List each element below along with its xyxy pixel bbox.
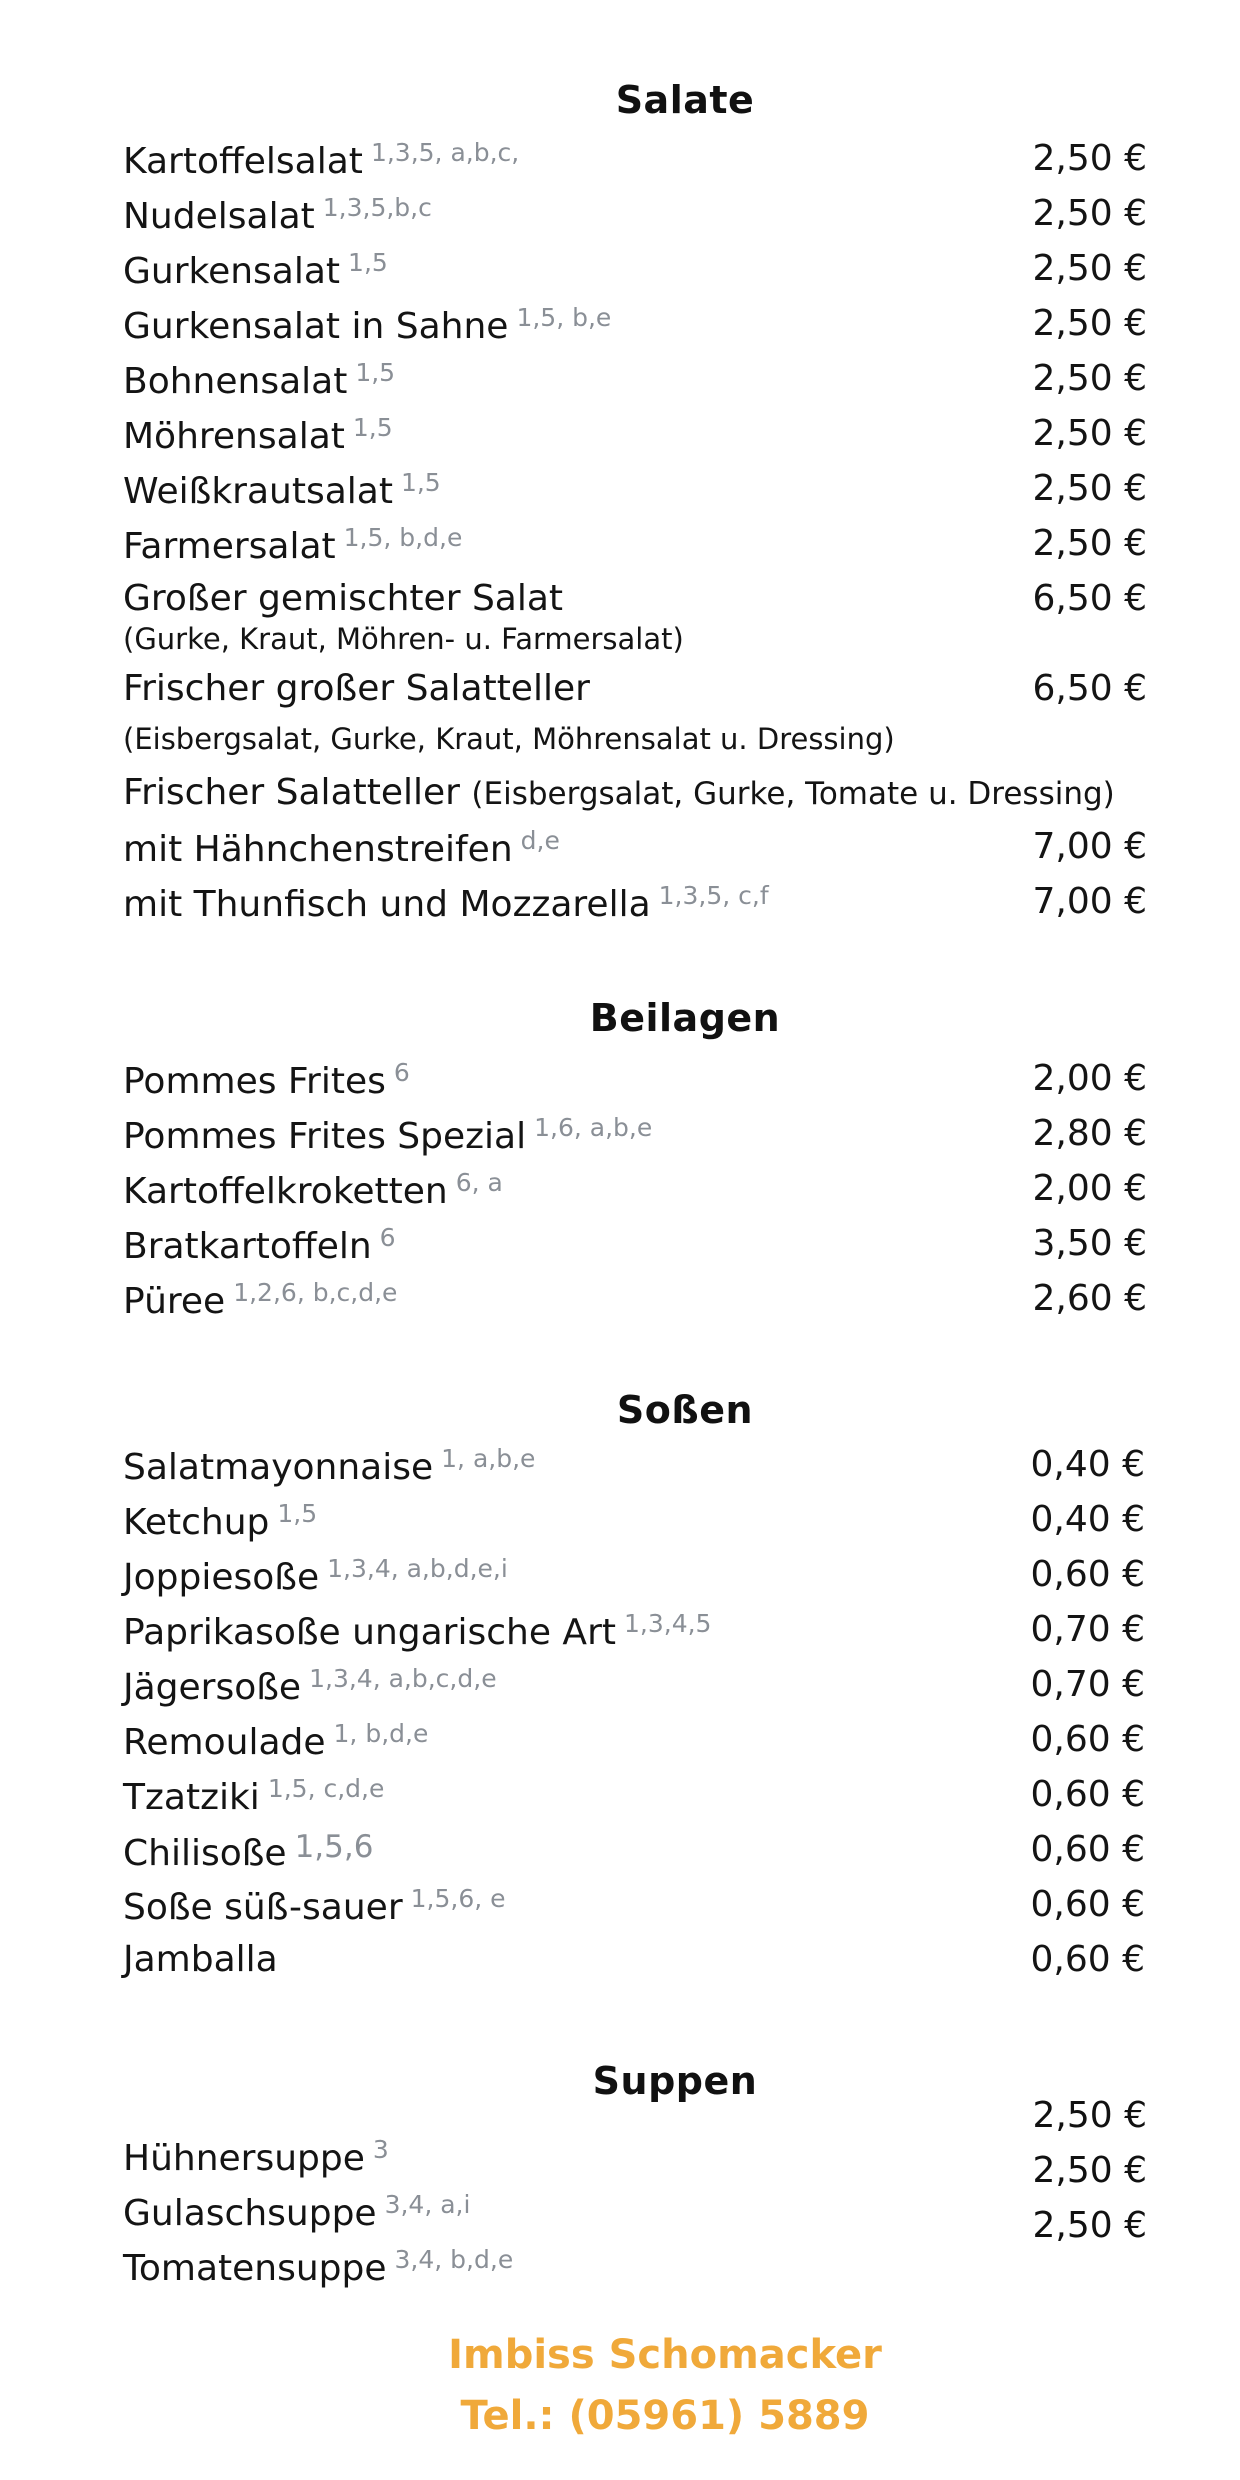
item-name: Soße süß-sauer $^{1,5,6, e}$ bbox=[123, 1884, 506, 1928]
item-name: Joppiesoße $^{1,3,4, a,b,d,e,i}$ bbox=[123, 1554, 508, 1598]
item-name: Kartoffelsalat $^{1,3,5, a,b,c,}$ bbox=[123, 138, 520, 182]
item-allergens: 1,5, b,e bbox=[516, 303, 612, 332]
item-name: Bohnensalat $^{1,5}$ bbox=[123, 358, 396, 402]
item-allergens: 3,4, b,d,e bbox=[394, 2245, 514, 2274]
item-name: mit Thunfisch und Mozzarella $^{1,3,5, c,f}$ bbox=[123, 881, 769, 925]
menu-item bbox=[123, 303, 1147, 353]
item-name: Möhrensalat $^{1,5}$ bbox=[123, 413, 393, 457]
item-name: Frischer großer Salatteller bbox=[123, 668, 590, 709]
menu-item bbox=[123, 413, 1147, 463]
item-allergens: 3 bbox=[372, 2135, 389, 2164]
item-allergens: 1,5,6, e bbox=[410, 1884, 506, 1913]
item-allergens: 1,5 bbox=[277, 1499, 318, 1528]
item-price: 0,40 € bbox=[1030, 1444, 1145, 1485]
item-name: Remoulade $^{1, b,d,e}$ bbox=[123, 1719, 429, 1763]
item-price: 0,40 € bbox=[1030, 1499, 1145, 1540]
item-name: Salatmayonnaise $^{1, a,b,e}$ bbox=[123, 1444, 536, 1488]
section-title-sossen: Soßen bbox=[616, 1388, 754, 1432]
item-price: 0,70 € bbox=[1030, 1664, 1145, 1705]
item-name: Bratkartoffeln $^6$ bbox=[123, 1223, 396, 1267]
item-price: 2,00 € bbox=[1032, 1168, 1147, 1209]
item-allergens: 1,3,5, c,f bbox=[658, 881, 769, 910]
menu-item bbox=[123, 1719, 1145, 1769]
menu-item bbox=[123, 1058, 1147, 1108]
item-price: 2,50 € bbox=[1032, 193, 1147, 234]
item-description: (Gurke, Kraut, Möhren- u. Farmersalat) bbox=[123, 622, 684, 656]
item-allergens: 1,5 bbox=[400, 468, 441, 497]
menu-item bbox=[123, 1444, 1145, 1494]
item-allergens: d,e bbox=[520, 826, 560, 855]
section-title-beilagen: Beilagen bbox=[589, 996, 781, 1040]
menu-item bbox=[123, 1168, 1147, 1218]
menu-item bbox=[123, 2190, 1147, 2240]
item-price: 2,60 € bbox=[1032, 1278, 1147, 1319]
item-price: 2,50 € bbox=[1032, 2205, 1147, 2246]
item-price: 2,00 € bbox=[1032, 1058, 1147, 1099]
section-title-suppen: Suppen bbox=[592, 2059, 758, 2103]
menu-item bbox=[123, 1939, 1145, 1989]
item-name: Nudelsalat $^{1,3,5,b,c}$ bbox=[123, 193, 432, 237]
item-allergens: 1,5, c,d,e bbox=[267, 1774, 385, 1803]
item-price: 2,50 € bbox=[1032, 468, 1147, 509]
item-name: Großer gemischter Salat bbox=[123, 578, 564, 619]
footer-business-name: Imbiss Schomacker bbox=[448, 2332, 882, 2378]
item-price: 2,80 € bbox=[1032, 1113, 1147, 1154]
menu-item bbox=[123, 1113, 1147, 1163]
item-name: Gurkensalat in Sahne $^{1,5, b,e}$ bbox=[123, 303, 612, 347]
item-price: 2,50 € bbox=[1032, 138, 1147, 179]
item-name: Gurkensalat $^{1,5}$ bbox=[123, 248, 388, 292]
item-name: Kartoffelkroketten $^{6, a}$ bbox=[123, 1168, 503, 1212]
item-name: Gulaschsuppe $^{3,4, a,i}$ bbox=[123, 2190, 471, 2234]
item-price: 2,50 € bbox=[1032, 2095, 1147, 2136]
item-allergens: 3,4, a,i bbox=[384, 2190, 471, 2219]
item-name: Weißkrautsalat $^{1,5}$ bbox=[123, 468, 441, 512]
item-price: 6,50 € bbox=[1032, 668, 1147, 709]
item-name: Farmersalat $^{1,5, b,d,e}$ bbox=[123, 523, 463, 567]
item-price: 7,00 € bbox=[1032, 826, 1147, 867]
menu-item bbox=[123, 1609, 1145, 1659]
item-allergens: 1,5, b,d,e bbox=[343, 523, 463, 552]
menu-item-heading bbox=[123, 772, 1147, 822]
item-name: Jägersoße $^{1,3,4, a,b,c,d,e}$ bbox=[123, 1664, 497, 1708]
item-name: Pommes Frites Spezial $^{1,6, a,b,e}$ bbox=[123, 1113, 653, 1157]
item-allergens: 1,3,5,b,c bbox=[322, 193, 432, 222]
menu-item bbox=[123, 1554, 1145, 1604]
item-allergens: 6, a bbox=[455, 1168, 503, 1197]
item-allergens: 1,3,4, a,b,d,e,i bbox=[327, 1554, 508, 1583]
item-price: 0,60 € bbox=[1030, 1939, 1145, 1980]
item-name: Pommes Frites $^6$ bbox=[123, 1058, 410, 1102]
item-name: Tzatziki $^{1,5, c,d,e}$ bbox=[123, 1774, 385, 1818]
item-name: Hühnersuppe $^3$ bbox=[123, 2135, 389, 2179]
item-allergens: 6 bbox=[379, 1223, 396, 1252]
menu-item bbox=[123, 881, 1147, 931]
item-allergens: 1, b,d,e bbox=[333, 1719, 429, 1748]
item-allergens: 1,5 bbox=[348, 248, 388, 277]
item-price: 6,50 € bbox=[1032, 578, 1147, 619]
item-price: 2,50 € bbox=[1032, 248, 1147, 289]
item-name: Ketchup $^{1,5}$ bbox=[123, 1499, 318, 1543]
menu-item bbox=[123, 1884, 1145, 1934]
menu-item bbox=[123, 2135, 1147, 2185]
item-description: (Eisbergsalat, Gurke, Kraut, Möhrensalat u. Dressing) bbox=[123, 722, 895, 756]
item-allergens: 1,6, a,b,e bbox=[534, 1113, 653, 1142]
item-description: (Eisbergsalat, Gurke, Tomate u. Dressing) bbox=[471, 776, 1115, 812]
menu-item bbox=[123, 578, 1147, 673]
menu-item bbox=[123, 2245, 1147, 2295]
item-allergens: 1, a,b,e bbox=[441, 1444, 536, 1473]
menu-item bbox=[123, 1278, 1147, 1328]
item-price: 2,50 € bbox=[1032, 358, 1147, 399]
item-price: 7,00 € bbox=[1032, 881, 1147, 922]
menu-item bbox=[123, 1223, 1147, 1273]
section-title-salate: Salate bbox=[615, 78, 755, 122]
menu-item bbox=[123, 1499, 1145, 1549]
item-allergens: 1,5 bbox=[355, 358, 396, 387]
menu-item bbox=[123, 358, 1147, 408]
menu-item bbox=[123, 138, 1147, 188]
footer-phone: Tel.: (05961) 5889 bbox=[460, 2393, 870, 2439]
menu-item bbox=[123, 1774, 1145, 1824]
menu-item bbox=[123, 468, 1147, 518]
item-price: 0,60 € bbox=[1030, 1884, 1145, 1925]
item-name: Paprikasoße ungarische Art $^{1,3,4,5}$ bbox=[123, 1609, 712, 1653]
menu-item bbox=[123, 523, 1147, 573]
menu-item bbox=[123, 826, 1147, 876]
menu-item bbox=[123, 193, 1147, 243]
item-price: 0,60 € bbox=[1030, 1719, 1145, 1760]
item-price: 2,50 € bbox=[1032, 413, 1147, 454]
item-allergens: 1,3,5, a,b,c, bbox=[370, 138, 520, 167]
item-price: 0,60 € bbox=[1030, 1829, 1145, 1870]
item-allergens: 1,5 bbox=[352, 413, 393, 442]
item-name: mit Hähnchenstreifen $^{d,e}$ bbox=[123, 826, 560, 870]
item-name: Jamballa bbox=[123, 1939, 278, 1980]
item-allergens: 1,2,6, b,c,d,e bbox=[233, 1278, 398, 1307]
item-name: Chilisoße 1,5,6 bbox=[123, 1829, 374, 1874]
item-price: 2,50 € bbox=[1032, 303, 1147, 344]
item-name: Frischer Salatteller (Eisbergsalat, Gurke, Tomate u. Dressing) bbox=[123, 772, 1115, 813]
item-price: 0,60 € bbox=[1030, 1774, 1145, 1815]
item-price: 0,70 € bbox=[1030, 1609, 1145, 1650]
menu-item bbox=[123, 668, 1147, 768]
item-allergens: 6 bbox=[393, 1058, 410, 1087]
menu-item bbox=[123, 248, 1147, 298]
item-price: 2,50 € bbox=[1032, 523, 1147, 564]
item-allergens: 1,5,6 bbox=[294, 1829, 374, 1865]
item-price: 3,50 € bbox=[1032, 1223, 1147, 1264]
item-price: 2,50 € bbox=[1032, 2150, 1147, 2191]
item-name: Püree $^{1,2,6, b,c,d,e}$ bbox=[123, 1278, 398, 1322]
item-allergens: 1,3,4,5 bbox=[623, 1609, 712, 1638]
menu-item bbox=[123, 1664, 1145, 1714]
menu-item bbox=[123, 1829, 1145, 1879]
item-name: Tomatensuppe $^{3,4, b,d,e}$ bbox=[123, 2245, 514, 2289]
item-price: 0,60 € bbox=[1030, 1554, 1145, 1595]
item-allergens: 1,3,4, a,b,c,d,e bbox=[309, 1664, 497, 1693]
